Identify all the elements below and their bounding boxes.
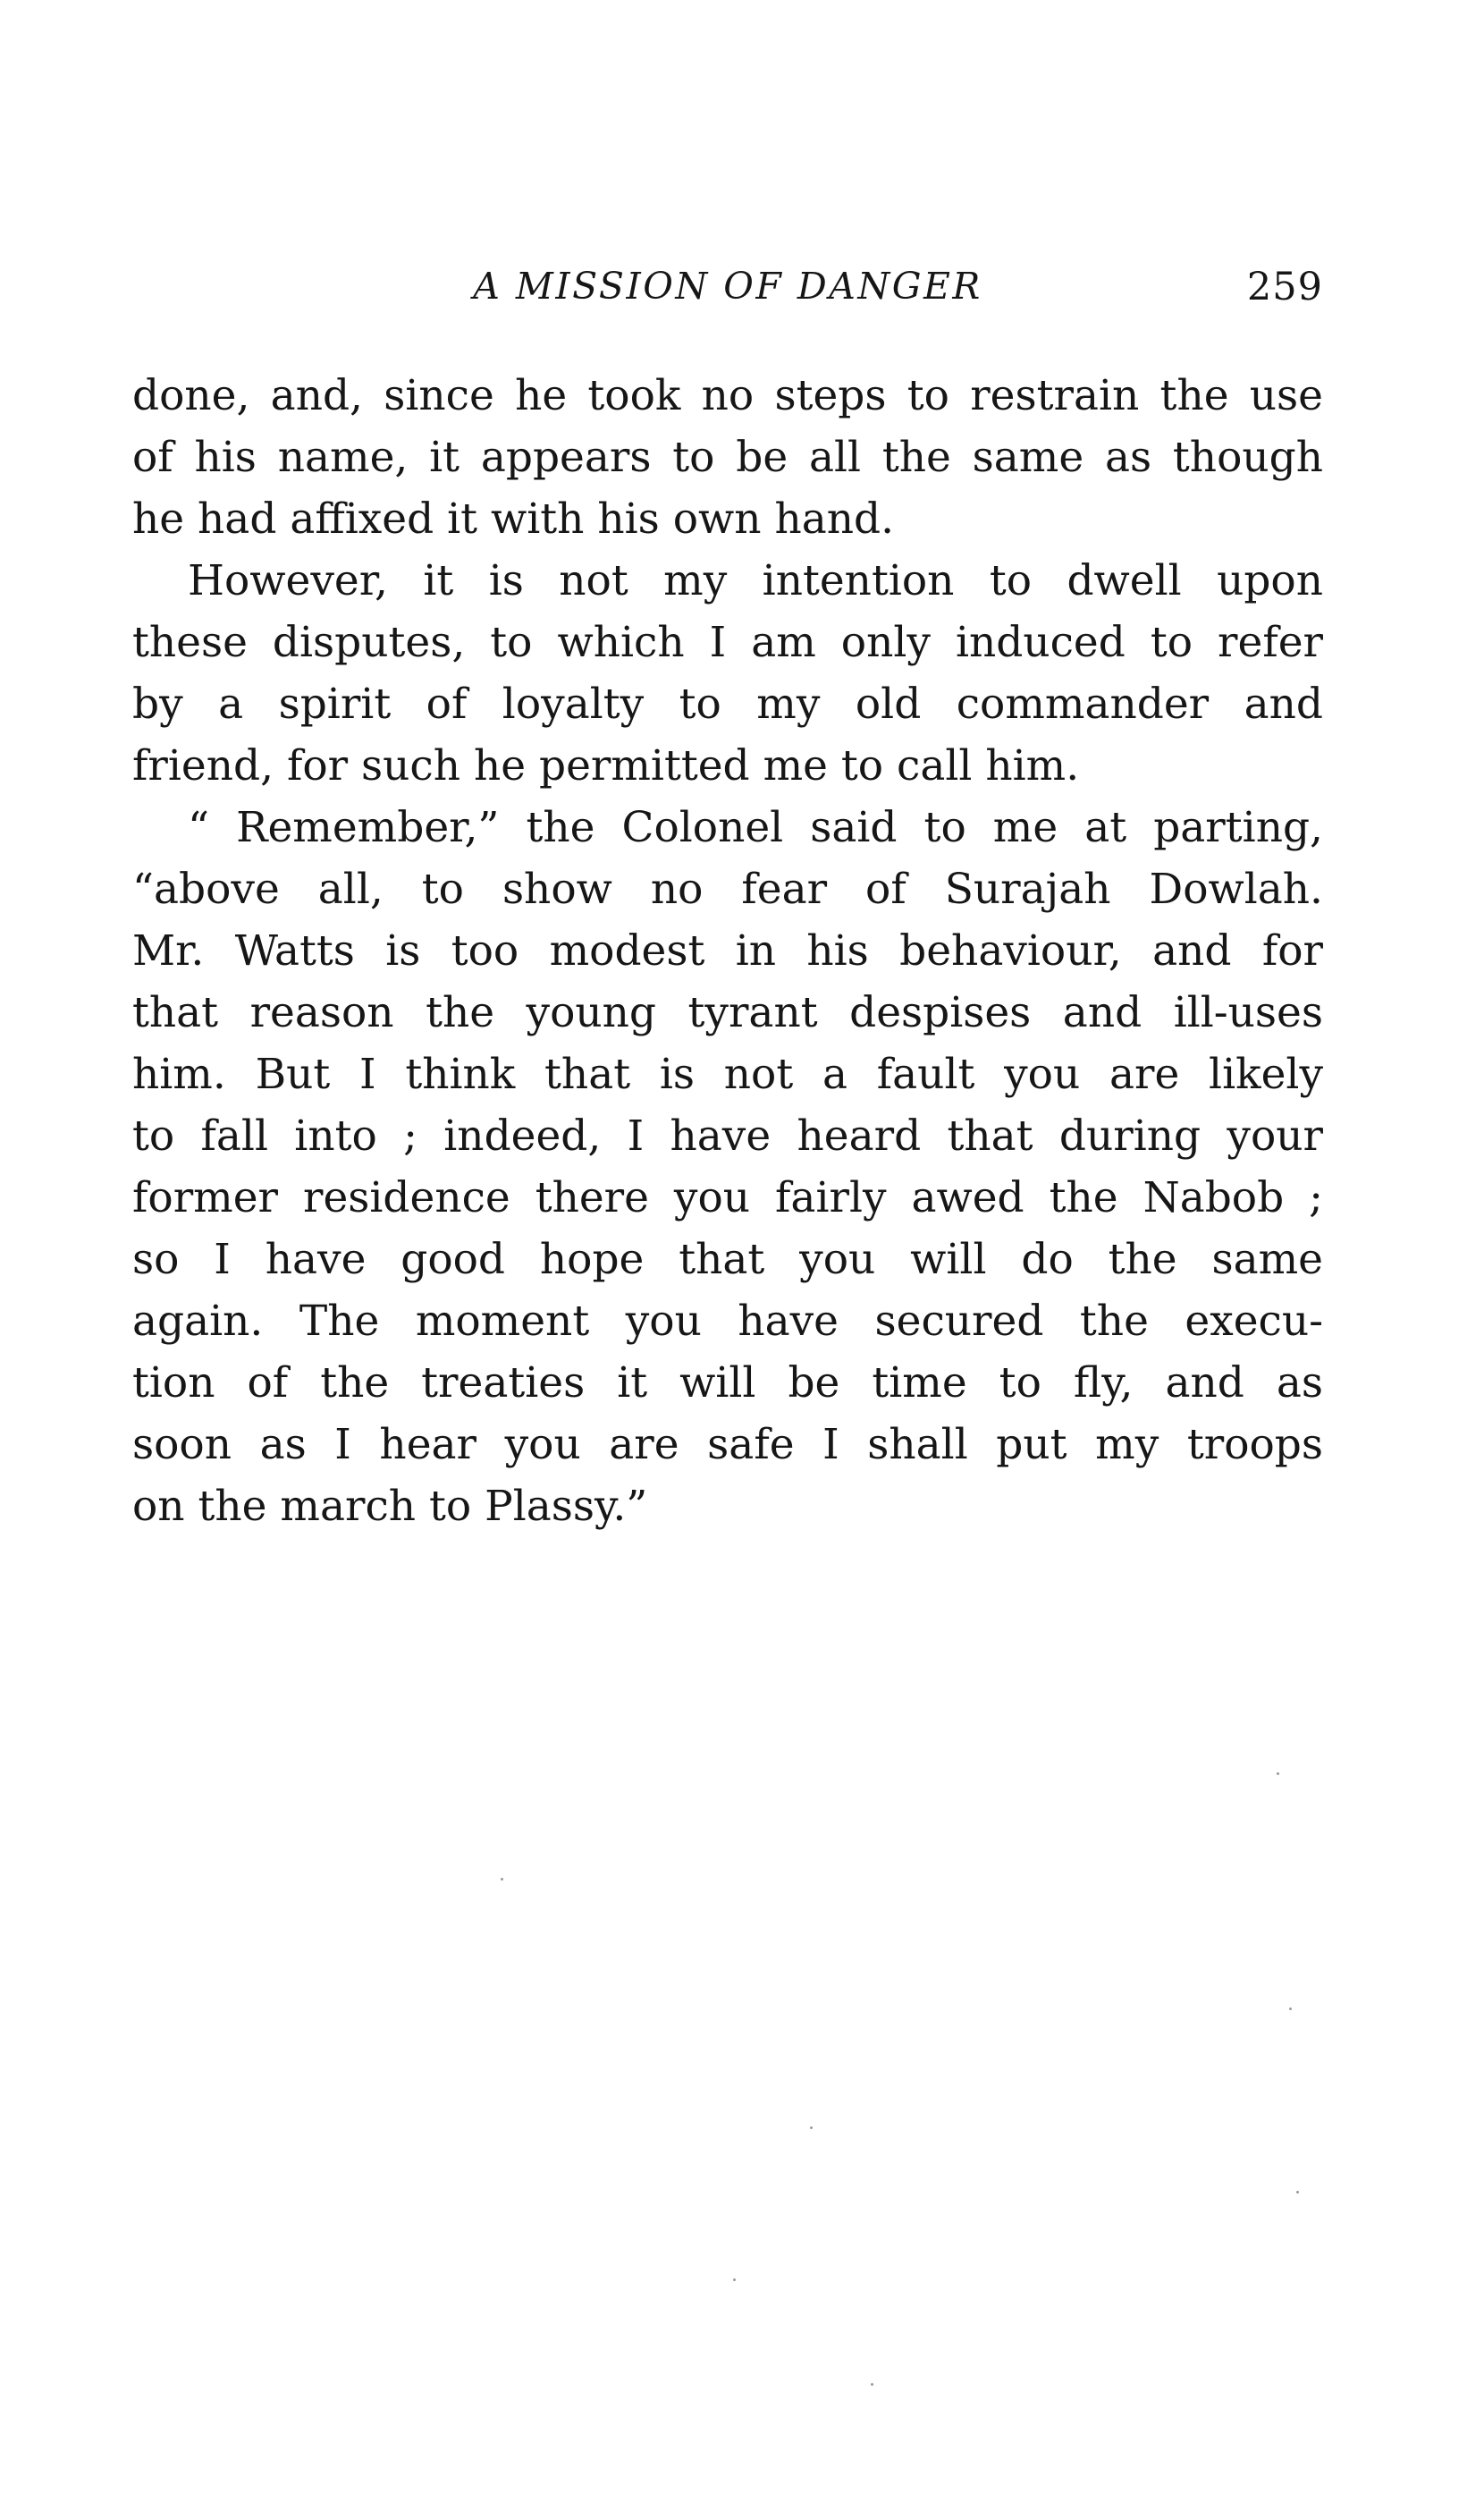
paper-speck (1289, 2008, 1292, 2010)
text-line: of his name, it appears to be all the same as though (132, 433, 1323, 482)
text-line: soon as I hear you are safe I shall put my troops (132, 1420, 1323, 1469)
text-line: to fall into ; indeed, I have heard that during your (132, 1112, 1323, 1161)
paper-speck (810, 2126, 813, 2129)
text-line: so I have good hope that you will do the same (132, 1235, 1323, 1284)
text-line: him. But I think that is not a fault you are likely (132, 1050, 1323, 1099)
text-line: that reason the young tyrant despises and ill-uses (132, 988, 1323, 1037)
text-line: done, and, since he took no steps to restrain the use (132, 371, 1323, 420)
text-line: he had affixed it with his own hand. (132, 494, 895, 544)
paper-speck (871, 2383, 873, 2386)
text-line: “above all, to show no fear of Surajah Dowlah. (132, 865, 1323, 914)
text-line: again. The moment you have secured the execu- (132, 1297, 1323, 1346)
running-head (132, 265, 1323, 318)
page-number: 259 (1246, 265, 1323, 309)
text-line: on the march to Plassy.” (132, 1482, 648, 1531)
paper-speck (501, 1878, 503, 1881)
paper-speck (1296, 2191, 1299, 2193)
text-line: these disputes, to which I am only induced to refer (132, 618, 1323, 667)
text-line: tion of the treaties it will be time to fly, and as (132, 1358, 1323, 1407)
body-text (132, 365, 1323, 1537)
text-line: “ Remember,” the Colonel said to me at parting, (188, 803, 1323, 852)
text-line: Mr. Watts is too modest in his behaviour, and for (132, 926, 1323, 976)
text-line: friend, for such he permitted me to call him. (132, 741, 1080, 790)
paper-speck (733, 2278, 736, 2281)
paper-speck (1277, 1772, 1279, 1775)
text-line: However, it is not my intention to dwell upon (188, 556, 1323, 605)
text-line: former residence there you fairly awed the Nabob ; (132, 1173, 1323, 1222)
text-line: by a spirit of loyalty to my old commander and (132, 680, 1323, 729)
chapter-title: A MISSION OF DANGER (473, 265, 982, 308)
